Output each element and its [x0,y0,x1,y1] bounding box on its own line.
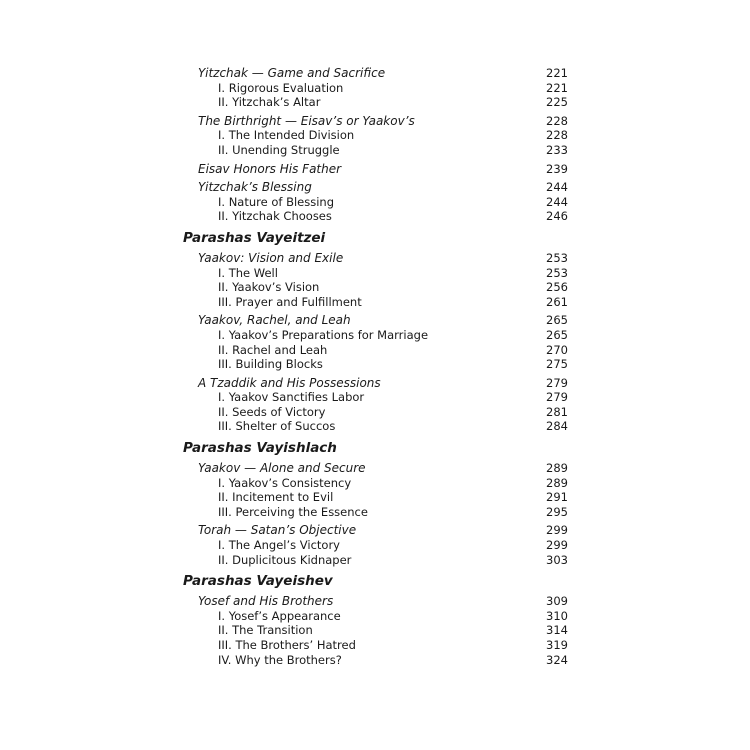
subsection-row[interactable] [198,490,568,505]
essay-row[interactable] [198,523,568,538]
subsection-title: III. Shelter of Succos [218,419,336,434]
page-number: 221 [546,66,568,80]
subsection-title: II. Yaakov’s Vision [218,280,320,295]
subsection-title: III. Perceiving the Essence [218,504,368,519]
essay-row[interactable] [198,114,568,129]
subsection-title: I. Yaakov’s Consistency [218,475,352,490]
page-number: 270 [546,342,568,357]
page-number: 221 [546,80,568,95]
subsection-title: III. Prayer and Fulfillment [218,294,362,309]
subsection-title: II. Duplicitous Kidnaper [218,552,352,567]
subsection-title: I. The Intended Division [218,128,355,143]
subsection-title: II. Yitzchak’s Altar [218,95,321,110]
essay-entry [198,251,568,309]
essay-entry [198,66,568,110]
subsection-title: I. Yaakov Sanctifies Labor [218,390,365,405]
essay-title: Eisav Honors His Father [198,161,342,176]
page-number: 265 [546,313,568,328]
subsection-row[interactable] [198,390,568,405]
subsection-title: II. Rachel and Leah [218,342,328,357]
page-number: 228 [546,128,568,143]
page-number: 253 [546,250,568,265]
toc-section [183,228,568,434]
essay-entry [198,114,568,158]
page-number: 310 [546,608,568,623]
subsection-title: I. The Angel’s Victory [218,538,340,553]
subsection-row[interactable] [198,623,568,638]
subsection-title: I. Yosef’s Appearance [218,608,341,623]
subsection-row[interactable] [198,328,568,343]
page-number: 256 [546,280,568,295]
essay-title: Yitzchak’s Blessing [198,180,312,195]
essay-row[interactable] [198,594,568,609]
subsection-row[interactable] [198,505,568,520]
subsection-row[interactable] [198,343,568,358]
essay-title: Yaakov — Alone and Secure [198,461,366,476]
essay-row[interactable] [198,162,568,177]
subsection-row[interactable] [198,538,568,553]
page-number: 284 [546,419,568,434]
essay-entry [198,461,568,519]
subsection-row[interactable] [198,95,568,110]
table-of-contents [183,66,568,671]
essay-title: Yitzchak — Game and Sacrifice [198,66,386,80]
page-number: 319 [546,638,568,652]
page-number: 279 [546,390,568,405]
essay-row[interactable] [198,313,568,328]
page-number: 303 [546,552,568,567]
parasha-heading: Parashas Vayeitzei [183,229,326,246]
page-number: 291 [546,490,568,505]
subsection-title: III. Building Blocks [218,357,323,372]
page-number: 314 [546,623,568,638]
subsection-title: II. Unending Struggle [218,142,340,157]
essay-entry [198,594,568,667]
subsection-row[interactable] [198,405,568,420]
essay-entry [198,180,568,224]
subsection-title: II. The Transition [218,623,313,638]
page-number: 299 [546,523,568,538]
page-number: 299 [546,538,568,553]
page-number: 244 [546,194,568,209]
toc-section [183,438,568,567]
subsection-title: II. Yitzchak Chooses [218,209,332,224]
page-number: 233 [546,142,568,157]
subsection-row[interactable] [198,143,568,158]
subsection-title: II. Incitement to Evil [218,490,334,505]
page-number: 246 [546,209,568,224]
subsection-row[interactable] [198,638,568,653]
essay-title: Torah — Satan’s Objective [198,523,357,538]
subsection-row[interactable] [198,266,568,281]
essay-title: Yosef and His Brothers [198,594,334,609]
subsection-title: I. Nature of Blessing [218,194,335,209]
subsection-row[interactable] [198,295,568,310]
subsection-row[interactable] [198,357,568,372]
subsection-row[interactable] [198,280,568,295]
subsection-row[interactable] [198,476,568,491]
page-number: 295 [546,504,568,519]
subsection-row[interactable] [198,653,568,668]
subsection-row[interactable] [198,209,568,224]
parasha-heading: Parashas Vayeishev [183,573,333,590]
subsection-title: I. The Well [218,265,278,280]
essay-row[interactable] [198,251,568,266]
essay-row[interactable] [198,180,568,195]
essay-title: Yaakov, Rachel, and Leah [198,313,351,328]
page-number: 309 [546,594,568,609]
subsection-row[interactable] [198,609,568,624]
subsection-title: I. Yaakov’s Preparations for Marriage [218,327,429,342]
subsection-row[interactable] [198,553,568,568]
page-number: 261 [546,294,568,309]
subsection-row[interactable] [198,81,568,96]
parasha-heading: Parashas Vayishlach [183,440,337,457]
essay-title: The Birthright — Eisav’s or Yaakov’s [198,113,415,128]
page-number: 253 [546,265,568,280]
subsection-row[interactable] [198,419,568,434]
subsection-title: I. Rigorous Evaluation [218,80,344,95]
page-number: 289 [546,461,568,476]
page-number: 279 [546,375,568,390]
toc-section [183,66,568,224]
essay-entry [198,523,568,567]
essay-entry [198,162,568,177]
page-number: 281 [546,404,568,419]
page-number: 244 [546,180,568,195]
subsection-title: III. The Brothers’ Hatred [218,638,356,652]
subsection-title: II. Seeds of Victory [218,404,326,419]
essay-title: Yaakov: Vision and Exile [198,250,344,265]
essay-row[interactable] [198,461,568,476]
page-number: 265 [546,327,568,342]
page-number: 289 [546,475,568,490]
essay-title: A Tzaddik and His Possessions [198,375,381,390]
essay-entry [198,313,568,371]
subsection-row[interactable] [198,195,568,210]
page-number: 225 [546,95,568,110]
page-number: 239 [546,161,568,176]
subsection-title: IV. Why the Brothers? [218,652,342,667]
essay-row[interactable] [198,376,568,391]
essay-row[interactable] [198,66,568,81]
essay-entry [198,376,568,434]
page-number: 228 [546,113,568,128]
subsection-row[interactable] [198,128,568,143]
page-number: 324 [546,652,568,667]
page-number: 275 [546,357,568,372]
toc-section [183,571,568,667]
